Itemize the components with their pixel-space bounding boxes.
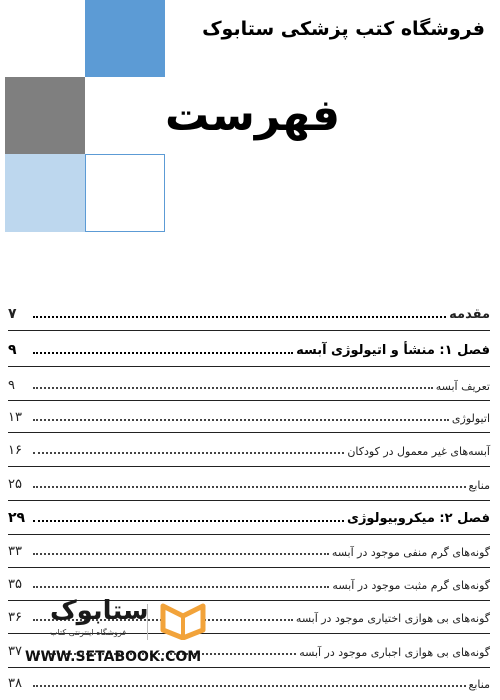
toc-entry-label: اتیولوژی [451, 412, 490, 425]
separator-line [8, 466, 490, 467]
separator-line [8, 567, 490, 568]
toc-entry[interactable] [8, 544, 490, 559]
toc-title: فهرست [165, 90, 341, 141]
toc-entry-introduction[interactable] [8, 306, 490, 322]
toc-entry-chapter-1[interactable] [8, 342, 490, 358]
toc-entry-label: آبسه‌های غیر معمول در کودکان [347, 445, 490, 458]
separator-line [8, 534, 490, 535]
separator-line [8, 500, 490, 501]
brand-subtitle: فروشگاه اینترنتی کتاب [50, 628, 127, 637]
separator-line [8, 400, 490, 401]
toc-entry-chapter-2[interactable] [8, 510, 490, 526]
dot-leader [33, 419, 449, 421]
toc-entry[interactable] [8, 443, 490, 458]
toc-page-number: ۹ [8, 342, 17, 358]
toc-entry-label: فصل ۲: میکروبیولوژی [347, 511, 490, 526]
toc-entry[interactable] [8, 477, 490, 492]
dot-leader [33, 387, 433, 389]
toc-page-number: ۳۶ [8, 610, 22, 625]
toc-page-number: ۳۸ [8, 676, 22, 691]
store-title: فروشگاه کتب پزشکی ستابوک [202, 18, 485, 40]
dot-leader [33, 486, 466, 488]
toc-entry-label: منابع [468, 678, 490, 691]
dot-leader [33, 316, 446, 318]
separator-line [8, 366, 490, 367]
toc-entry-label: تعریف آبسه [435, 380, 490, 393]
toc-entry-label: مقدمه [449, 307, 490, 322]
toc-page-number: ۲۵ [8, 477, 22, 492]
toc-entry-label: منابع [468, 479, 490, 492]
brand-name: ستابوک [50, 596, 149, 626]
brand-url: WWW.SETABOOK.COM [25, 649, 202, 665]
toc-entry-label: گونه‌های بی هوازی اجباری موجود در آبسه [299, 646, 490, 659]
toc-page-number: ۹ [8, 378, 15, 393]
dot-leader [33, 553, 329, 555]
toc-page-number: ۱۳ [8, 410, 22, 425]
toc-page-number: ۳۵ [8, 577, 22, 592]
toc-entry[interactable] [8, 676, 490, 691]
dot-leader [33, 352, 293, 354]
toc-page-number: ۳۳ [8, 544, 22, 559]
toc-entry-label: گونه‌های بی هوازی اختیاری موجود در آبسه [295, 612, 490, 625]
separator-line [8, 330, 490, 331]
toc-entry-label: فصل ۱: منشأ و اتیولوژی آبسه [296, 343, 490, 358]
book-logo-icon [160, 600, 206, 640]
setabook-watermark [25, 596, 225, 670]
toc-entry[interactable] [8, 378, 490, 393]
toc-page-number: ۷ [8, 306, 17, 322]
dot-leader [33, 452, 344, 454]
toc-page-number: ۱۶ [8, 443, 22, 458]
toc-entry[interactable] [8, 577, 490, 592]
toc-entry-label: گونه‌های گرم مثبت موجود در آبسه [332, 579, 490, 592]
dot-leader [33, 586, 329, 588]
toc-entry[interactable] [8, 410, 490, 425]
separator-line [8, 432, 490, 433]
dot-leader [33, 685, 466, 687]
toc-page-number: ۳۷ [8, 644, 22, 659]
toc-entry-label: گونه‌های گرم منفی موجود در آبسه [331, 546, 490, 559]
toc-page-number: ۲۹ [8, 510, 26, 526]
dot-leader [33, 520, 344, 522]
